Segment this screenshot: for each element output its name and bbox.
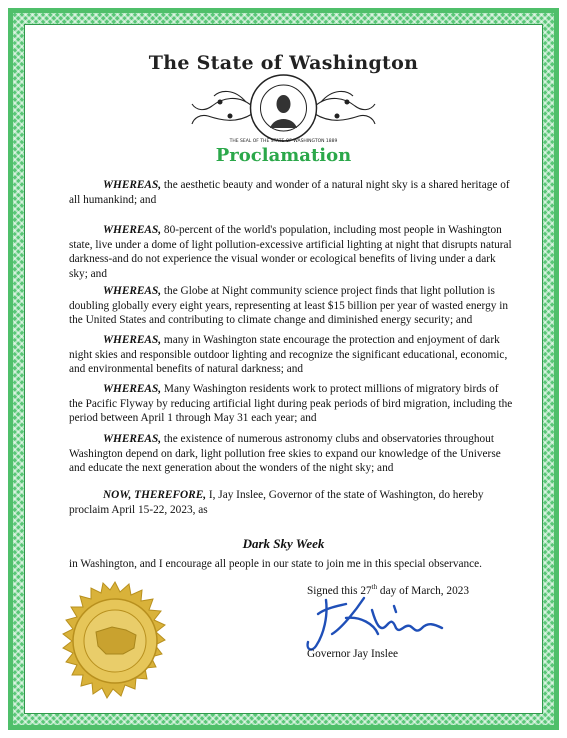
whereas-clause-2: WHEREAS, 80-percent of the world's population, including most people in Washington state, live under a dome of light pollution-excessive artificial lighting at night that disrupts natural darkness-and do not experience the visual wonder or ecological benefits of living under a dark sky; and bbox=[69, 224, 512, 280]
whereas-clause-1: WHEREAS, the aesthetic beauty and wonder of a natural night sky is a shared heritage of all humankind; and bbox=[69, 179, 510, 206]
seal-text: THE SEAL OF THE STATE OF WASHINGTON 1889 bbox=[229, 139, 338, 144]
whereas-clause-3: WHEREAS, the Globe at Night community science project finds that light pollution is doubling globally every eight years, representing at least $15 billion per year of wasted energy in the United States and contributing to climate change and diminished energy security; and bbox=[69, 285, 508, 327]
closing-statement: in Washington, and I encourage all people in our state to join me in this special observance. bbox=[69, 558, 482, 570]
observance-title: Dark Sky Week bbox=[242, 536, 325, 551]
whereas-clause-6: WHEREAS, the existence of numerous astronomy clubs and observatories throughout Washington depend on dark, light pollution free skies to expand our knowledge of the Universe and educate the next generation about the wonders of the night sky; and bbox=[69, 433, 501, 475]
signed-date: Signed this 27th day of March, 2023 bbox=[307, 583, 470, 597]
gold-seal bbox=[52, 580, 178, 706]
governor-name: Governor Jay Inslee bbox=[307, 648, 398, 660]
whereas-clause-5: WHEREAS, Many Washington residents work to protect millions of migratory birds of the Pacific Flyway by reducing artificial light during peak periods of bird migration, including the period between April 1 through May 31 each year; and bbox=[69, 383, 513, 425]
proclamation-heading: Proclamation bbox=[215, 145, 352, 166]
therefore-clause: NOW, THEREFORE, I, Jay Inslee, Governor of the state of Washington, do hereby proclaim April 15-22, 2023, as bbox=[69, 489, 484, 516]
whereas-clause-4: WHEREAS, many in Washington state encourage the protection and enjoyment of dark night skies and responsible outdoor lighting and recognize the significant educational, economic, and environmental benefits of natural darkness; and bbox=[69, 334, 508, 376]
document-title: The State of Washington bbox=[148, 52, 419, 74]
state-seal bbox=[190, 72, 377, 144]
